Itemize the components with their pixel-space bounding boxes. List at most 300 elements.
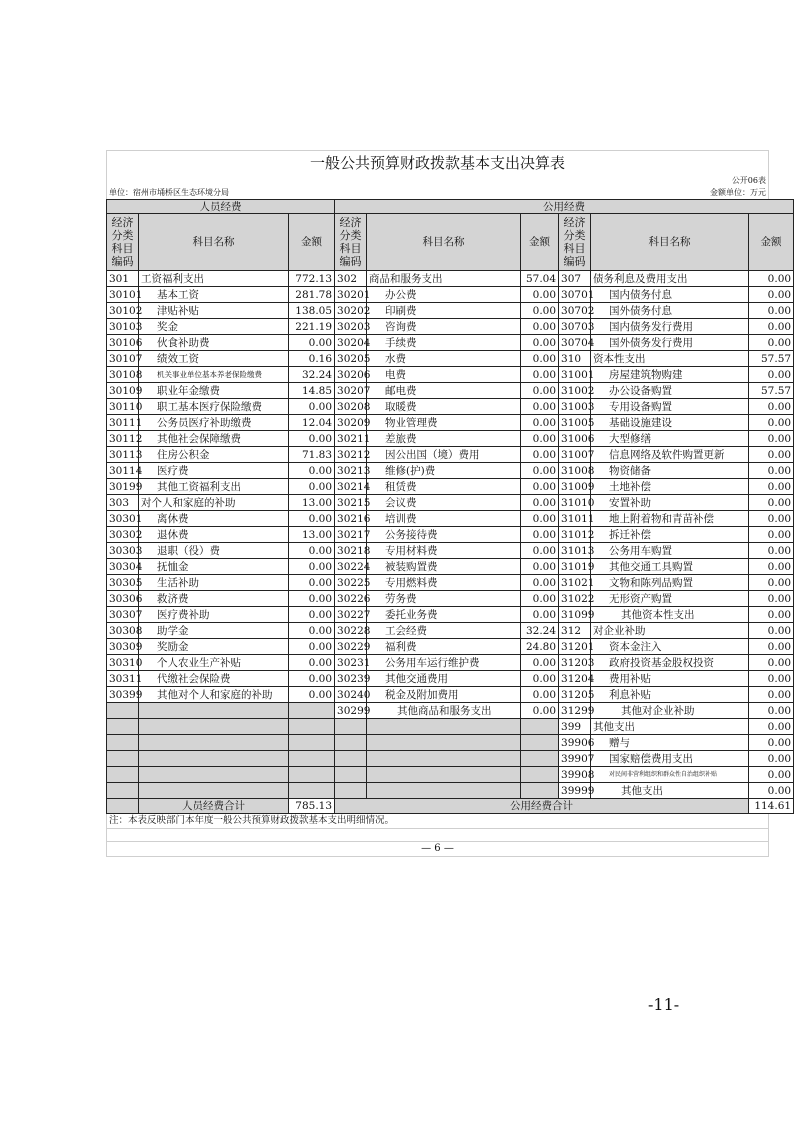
public2-amount-cell: 0.00 bbox=[749, 463, 794, 479]
public-name-cell: 维修(护)费 bbox=[367, 463, 521, 479]
public2-code-cell: 31010 bbox=[559, 495, 591, 511]
public2-amount-cell: 0.00 bbox=[749, 623, 794, 639]
public-name-cell: 劳务费 bbox=[367, 591, 521, 607]
table-row bbox=[107, 479, 794, 495]
public-code-cell: 30202 bbox=[335, 303, 367, 319]
code-header: 经济分类科目编码 bbox=[559, 214, 591, 271]
personnel-amount-cell: 0.00 bbox=[289, 687, 335, 703]
table-row bbox=[107, 559, 794, 575]
personnel-code-cell: 30106 bbox=[107, 335, 139, 351]
public-name-cell: 税金及附加费用 bbox=[367, 687, 521, 703]
public-amount-cell: 0.00 bbox=[521, 543, 559, 559]
public-name-cell: 专用材料费 bbox=[367, 543, 521, 559]
public-name-cell: 邮电费 bbox=[367, 383, 521, 399]
public2-code-cell: 30704 bbox=[559, 335, 591, 351]
public2-amount-cell: 57.57 bbox=[749, 383, 794, 399]
table-row bbox=[107, 783, 794, 799]
public2-amount-cell: 0.00 bbox=[749, 431, 794, 447]
public-name-cell: 取暖费 bbox=[367, 399, 521, 415]
table-code-row bbox=[106, 175, 769, 187]
personnel-amount-cell bbox=[289, 783, 335, 799]
public-name-cell: 其他交通费用 bbox=[367, 671, 521, 687]
personnel-code-cell bbox=[107, 767, 139, 783]
public2-amount-cell: 0.00 bbox=[749, 559, 794, 575]
table-row bbox=[107, 463, 794, 479]
public-amount-cell: 0.00 bbox=[521, 367, 559, 383]
personnel-name-cell: 津贴补贴 bbox=[139, 303, 289, 319]
table-row bbox=[107, 367, 794, 383]
public-code-cell bbox=[335, 751, 367, 767]
personnel-code-cell: 30112 bbox=[107, 431, 139, 447]
public-name-cell bbox=[367, 735, 521, 751]
table-row bbox=[107, 431, 794, 447]
personnel-name-cell: 离休费 bbox=[139, 511, 289, 527]
name-header: 科目名称 bbox=[139, 214, 289, 271]
public-amount-cell: 0.00 bbox=[521, 527, 559, 543]
public2-name-cell: 房屋建筑物购建 bbox=[591, 367, 749, 383]
public-code-cell: 30212 bbox=[335, 447, 367, 463]
public2-code-cell: 31013 bbox=[559, 543, 591, 559]
personnel-amount-cell: 0.00 bbox=[289, 623, 335, 639]
public-code-cell: 30214 bbox=[335, 479, 367, 495]
personnel-code-cell: 30301 bbox=[107, 511, 139, 527]
name-header: 科目名称 bbox=[591, 214, 749, 271]
personnel-amount-cell: 138.05 bbox=[289, 303, 335, 319]
public-code-cell bbox=[335, 719, 367, 735]
public2-name-cell: 信息网络及软件购置更新 bbox=[591, 447, 749, 463]
public-amount-cell bbox=[521, 783, 559, 799]
public2-name-cell: 国外债务发行费用 bbox=[591, 335, 749, 351]
personnel-code-cell: 30108 bbox=[107, 367, 139, 383]
public-amount-cell: 24.80 bbox=[521, 639, 559, 655]
public-code-cell: 30229 bbox=[335, 639, 367, 655]
public2-name-cell: 对企业补助 bbox=[591, 623, 749, 639]
public-name-cell bbox=[367, 767, 521, 783]
public-code-cell: 30206 bbox=[335, 367, 367, 383]
code-header: 经济分类科目编码 bbox=[107, 214, 139, 271]
public2-code-cell: 307 bbox=[559, 271, 591, 287]
code-header: 经济分类科目编码 bbox=[335, 214, 367, 271]
personnel-code-cell bbox=[107, 719, 139, 735]
table-row bbox=[107, 351, 794, 367]
public-amount-cell: 0.00 bbox=[521, 319, 559, 335]
personnel-name-cell bbox=[139, 767, 289, 783]
personnel-code-cell: 30310 bbox=[107, 655, 139, 671]
unit-row bbox=[106, 187, 769, 199]
public2-name-cell: 国内债务付息 bbox=[591, 287, 749, 303]
personnel-name-cell bbox=[139, 735, 289, 751]
public2-amount-cell: 0.00 bbox=[749, 479, 794, 495]
public2-amount-cell: 0.00 bbox=[749, 543, 794, 559]
public-code-cell: 30204 bbox=[335, 335, 367, 351]
personnel-name-cell: 其他工资福利支出 bbox=[139, 479, 289, 495]
personnel-name-cell bbox=[139, 703, 289, 719]
public2-amount-cell: 0.00 bbox=[749, 511, 794, 527]
personnel-code-cell: 30103 bbox=[107, 319, 139, 335]
personnel-code-cell: 30199 bbox=[107, 479, 139, 495]
table-row bbox=[107, 655, 794, 671]
table-row bbox=[107, 623, 794, 639]
personnel-amount-cell: 14.85 bbox=[289, 383, 335, 399]
public2-amount-cell: 0.00 bbox=[749, 335, 794, 351]
personnel-code-cell: 30111 bbox=[107, 415, 139, 431]
public2-code-cell: 31022 bbox=[559, 591, 591, 607]
public-code-cell: 30231 bbox=[335, 655, 367, 671]
table-row bbox=[107, 591, 794, 607]
personnel-code-cell bbox=[107, 735, 139, 751]
public2-amount-cell: 0.00 bbox=[749, 271, 794, 287]
public-section-header: 公用经费 bbox=[335, 200, 794, 214]
public2-amount-cell: 0.00 bbox=[749, 767, 794, 783]
public2-code-cell: 31099 bbox=[559, 607, 591, 623]
personnel-amount-cell: 0.00 bbox=[289, 591, 335, 607]
personnel-amount-cell: 0.00 bbox=[289, 671, 335, 687]
table-row bbox=[107, 447, 794, 463]
public2-code-cell: 310 bbox=[559, 351, 591, 367]
personnel-amount-cell: 71.83 bbox=[289, 447, 335, 463]
public2-name-cell: 其他支出 bbox=[591, 719, 749, 735]
public2-amount-cell: 0.00 bbox=[749, 607, 794, 623]
personnel-code-cell: 30110 bbox=[107, 399, 139, 415]
personnel-name-cell: 职业年金缴费 bbox=[139, 383, 289, 399]
public-amount-cell: 0.00 bbox=[521, 575, 559, 591]
personnel-code-cell: 30114 bbox=[107, 463, 139, 479]
public2-code-cell: 31008 bbox=[559, 463, 591, 479]
public-amount-cell: 0.00 bbox=[521, 463, 559, 479]
personnel-code-cell: 303 bbox=[107, 495, 139, 511]
personnel-name-cell: 奖金 bbox=[139, 319, 289, 335]
personnel-section-header: 人员经费 bbox=[107, 200, 335, 214]
public2-name-cell: 办公设备购置 bbox=[591, 383, 749, 399]
public-amount-cell: 0.00 bbox=[521, 383, 559, 399]
public-name-cell: 公务接待费 bbox=[367, 527, 521, 543]
public-name-cell: 印刷费 bbox=[367, 303, 521, 319]
personnel-name-cell: 退休费 bbox=[139, 527, 289, 543]
personnel-amount-cell: 0.00 bbox=[289, 335, 335, 351]
table-row bbox=[107, 319, 794, 335]
public-name-cell: 会议费 bbox=[367, 495, 521, 511]
personnel-amount-cell: 0.16 bbox=[289, 351, 335, 367]
public2-code-cell: 31001 bbox=[559, 367, 591, 383]
personnel-code-cell bbox=[107, 751, 139, 767]
public-amount-cell: 57.04 bbox=[521, 271, 559, 287]
public2-amount-cell: 0.00 bbox=[749, 303, 794, 319]
table-row bbox=[107, 575, 794, 591]
public2-name-cell: 安置补助 bbox=[591, 495, 749, 511]
personnel-code-cell: 30306 bbox=[107, 591, 139, 607]
personnel-code-cell: 30305 bbox=[107, 575, 139, 591]
public2-code-cell: 31299 bbox=[559, 703, 591, 719]
public-amount-cell: 0.00 bbox=[521, 591, 559, 607]
public2-code-cell: 31003 bbox=[559, 399, 591, 415]
personnel-name-cell: 个人农业生产补贴 bbox=[139, 655, 289, 671]
public-code-cell: 30239 bbox=[335, 671, 367, 687]
public2-amount-cell: 0.00 bbox=[749, 447, 794, 463]
public-amount-cell: 0.00 bbox=[521, 671, 559, 687]
personnel-name-cell bbox=[139, 751, 289, 767]
table-code: 公开06表 bbox=[731, 176, 766, 185]
public-amount-cell: 0.00 bbox=[521, 479, 559, 495]
budget-sheet bbox=[106, 150, 792, 857]
public2-name-cell: 资本性支出 bbox=[591, 351, 749, 367]
personnel-name-cell: 代缴社会保险费 bbox=[139, 671, 289, 687]
table-row bbox=[107, 399, 794, 415]
public-code-cell: 30205 bbox=[335, 351, 367, 367]
public-name-cell: 公务用车运行维护费 bbox=[367, 655, 521, 671]
public2-name-cell: 土地补偿 bbox=[591, 479, 749, 495]
personnel-amount-cell: 12.04 bbox=[289, 415, 335, 431]
personnel-code-cell: 301 bbox=[107, 271, 139, 287]
public2-amount-cell: 0.00 bbox=[749, 399, 794, 415]
public2-name-cell: 地上附着物和青苗补偿 bbox=[591, 511, 749, 527]
public-amount-cell: 0.00 bbox=[521, 335, 559, 351]
public2-code-cell: 31009 bbox=[559, 479, 591, 495]
public2-code-cell: 31204 bbox=[559, 671, 591, 687]
personnel-name-cell: 公务员医疗补助缴费 bbox=[139, 415, 289, 431]
public2-amount-cell: 0.00 bbox=[749, 575, 794, 591]
personnel-total-label: 人员经费合计 bbox=[139, 799, 289, 814]
public2-name-cell: 拆迁补偿 bbox=[591, 527, 749, 543]
public-name-cell: 租赁费 bbox=[367, 479, 521, 495]
public2-name-cell: 基础设施建设 bbox=[591, 415, 749, 431]
name-header: 科目名称 bbox=[367, 214, 521, 271]
public-code-cell: 30213 bbox=[335, 463, 367, 479]
table-row bbox=[107, 271, 794, 287]
personnel-amount-cell: 281.78 bbox=[289, 287, 335, 303]
public-total-label: 公用经费合计 bbox=[335, 799, 749, 814]
personnel-amount-cell: 0.00 bbox=[289, 463, 335, 479]
inner-page-number: — 6 — bbox=[106, 842, 769, 857]
table-note: 注：本表反映部门本年度一般公共预算财政拨款基本支出明细情况。 bbox=[106, 814, 769, 829]
amount-header: 金额 bbox=[749, 214, 794, 271]
table-row bbox=[107, 511, 794, 527]
personnel-name-cell: 住房公积金 bbox=[139, 447, 289, 463]
table-row bbox=[107, 383, 794, 399]
public2-name-cell: 国内债务发行费用 bbox=[591, 319, 749, 335]
public2-code-cell: 39908 bbox=[559, 767, 591, 783]
personnel-total-value: 785.13 bbox=[289, 799, 335, 814]
personnel-name-cell: 对个人和家庭的补助 bbox=[139, 495, 289, 511]
public-amount-cell: 0.00 bbox=[521, 511, 559, 527]
personnel-amount-cell: 0.00 bbox=[289, 511, 335, 527]
public-name-cell: 商品和服务支出 bbox=[367, 271, 521, 287]
table-row bbox=[107, 303, 794, 319]
personnel-amount-cell: 0.00 bbox=[289, 639, 335, 655]
personnel-code-cell bbox=[107, 703, 139, 719]
public2-amount-cell: 0.00 bbox=[749, 719, 794, 735]
public-amount-cell: 0.00 bbox=[521, 703, 559, 719]
public2-code-cell: 31019 bbox=[559, 559, 591, 575]
public-name-cell: 被装购置费 bbox=[367, 559, 521, 575]
public-code-cell: 30240 bbox=[335, 687, 367, 703]
public2-amount-cell: 57.57 bbox=[749, 351, 794, 367]
personnel-amount-cell: 32.24 bbox=[289, 367, 335, 383]
public2-code-cell: 31205 bbox=[559, 687, 591, 703]
public2-amount-cell: 0.00 bbox=[749, 703, 794, 719]
public-name-cell: 手续费 bbox=[367, 335, 521, 351]
public-amount-cell: 0.00 bbox=[521, 399, 559, 415]
public-code-cell: 30203 bbox=[335, 319, 367, 335]
public-code-cell: 30216 bbox=[335, 511, 367, 527]
public2-code-cell: 31002 bbox=[559, 383, 591, 399]
personnel-name-cell: 医疗费补助 bbox=[139, 607, 289, 623]
personnel-amount-cell: 772.13 bbox=[289, 271, 335, 287]
table-row bbox=[107, 687, 794, 703]
personnel-name-cell: 救济费 bbox=[139, 591, 289, 607]
personnel-code-cell: 30113 bbox=[107, 447, 139, 463]
public2-name-cell: 文物和陈列品购置 bbox=[591, 575, 749, 591]
public2-name-cell: 债务利息及费用支出 bbox=[591, 271, 749, 287]
table-row bbox=[107, 751, 794, 767]
public-name-cell: 水费 bbox=[367, 351, 521, 367]
public2-name-cell: 其他支出 bbox=[591, 783, 749, 799]
table-row bbox=[107, 719, 794, 735]
public-name-cell: 物业管理费 bbox=[367, 415, 521, 431]
personnel-name-cell: 基本工资 bbox=[139, 287, 289, 303]
public2-amount-cell: 0.00 bbox=[749, 639, 794, 655]
amount-header: 金额 bbox=[289, 214, 335, 271]
public-name-cell: 其他商品和服务支出 bbox=[367, 703, 521, 719]
personnel-amount-cell: 0.00 bbox=[289, 543, 335, 559]
public2-name-cell: 公务用车购置 bbox=[591, 543, 749, 559]
personnel-amount-cell bbox=[289, 767, 335, 783]
section-header-row bbox=[107, 200, 794, 214]
personnel-amount-cell bbox=[289, 703, 335, 719]
personnel-name-cell bbox=[139, 783, 289, 799]
blank-row bbox=[106, 829, 769, 842]
public-name-cell: 电费 bbox=[367, 367, 521, 383]
personnel-name-cell: 其他社会保障缴费 bbox=[139, 431, 289, 447]
public-code-cell: 30208 bbox=[335, 399, 367, 415]
public2-amount-cell: 0.00 bbox=[749, 655, 794, 671]
personnel-code-cell: 30399 bbox=[107, 687, 139, 703]
public2-name-cell: 其他资本性支出 bbox=[591, 607, 749, 623]
public-amount-cell: 0.00 bbox=[521, 351, 559, 367]
public2-amount-cell: 0.00 bbox=[749, 527, 794, 543]
personnel-code-cell: 30308 bbox=[107, 623, 139, 639]
public-name-cell bbox=[367, 783, 521, 799]
expenditure-table bbox=[106, 199, 794, 814]
public-code-cell bbox=[335, 735, 367, 751]
public2-amount-cell: 0.00 bbox=[749, 319, 794, 335]
public2-amount-cell: 0.00 bbox=[749, 735, 794, 751]
personnel-code-cell: 30307 bbox=[107, 607, 139, 623]
public2-code-cell: 39906 bbox=[559, 735, 591, 751]
public2-name-cell: 无形资产购置 bbox=[591, 591, 749, 607]
page-number: -11- bbox=[648, 995, 680, 1014]
public-name-cell: 办公费 bbox=[367, 287, 521, 303]
personnel-amount-cell bbox=[289, 751, 335, 767]
public-code-cell: 30207 bbox=[335, 383, 367, 399]
public-amount-cell: 0.00 bbox=[521, 559, 559, 575]
public-amount-cell: 0.00 bbox=[521, 287, 559, 303]
personnel-code-cell: 30311 bbox=[107, 671, 139, 687]
public2-name-cell: 物资储备 bbox=[591, 463, 749, 479]
public-amount-cell bbox=[521, 751, 559, 767]
personnel-name-cell: 医疗费 bbox=[139, 463, 289, 479]
public-code-cell: 302 bbox=[335, 271, 367, 287]
public2-code-cell: 31021 bbox=[559, 575, 591, 591]
public-code-cell: 30228 bbox=[335, 623, 367, 639]
personnel-name-cell bbox=[139, 719, 289, 735]
public-amount-cell bbox=[521, 719, 559, 735]
public2-code-cell: 30703 bbox=[559, 319, 591, 335]
public-name-cell: 委托业务费 bbox=[367, 607, 521, 623]
public2-code-cell: 31007 bbox=[559, 447, 591, 463]
public2-amount-cell: 0.00 bbox=[749, 287, 794, 303]
personnel-amount-cell: 0.00 bbox=[289, 479, 335, 495]
personnel-name-cell: 工资福利支出 bbox=[139, 271, 289, 287]
public-amount-cell: 0.00 bbox=[521, 431, 559, 447]
table-row bbox=[107, 671, 794, 687]
public2-amount-cell: 0.00 bbox=[749, 751, 794, 767]
public-code-cell: 30218 bbox=[335, 543, 367, 559]
public-amount-cell: 0.00 bbox=[521, 655, 559, 671]
public-amount-cell: 0.00 bbox=[521, 687, 559, 703]
table-body bbox=[107, 271, 794, 799]
public2-name-cell: 资本金注入 bbox=[591, 639, 749, 655]
public2-name-cell: 赠与 bbox=[591, 735, 749, 751]
table-row bbox=[107, 767, 794, 783]
personnel-name-cell: 退职（役）费 bbox=[139, 543, 289, 559]
public2-amount-cell: 0.00 bbox=[749, 367, 794, 383]
public2-code-cell: 31201 bbox=[559, 639, 591, 655]
personnel-code-cell: 30109 bbox=[107, 383, 139, 399]
table-row bbox=[107, 735, 794, 751]
personnel-code-cell: 30302 bbox=[107, 527, 139, 543]
public2-name-cell: 对民间非营利组织和群众性自治组织补贴 bbox=[591, 767, 749, 783]
public-amount-cell: 0.00 bbox=[521, 447, 559, 463]
public-code-cell: 30225 bbox=[335, 575, 367, 591]
public2-code-cell: 39999 bbox=[559, 783, 591, 799]
table-row bbox=[107, 335, 794, 351]
public-code-cell bbox=[335, 767, 367, 783]
personnel-amount-cell: 13.00 bbox=[289, 527, 335, 543]
public-total-value: 114.61 bbox=[749, 799, 794, 814]
column-header-row bbox=[107, 214, 794, 271]
public-amount-cell: 0.00 bbox=[521, 303, 559, 319]
personnel-amount-cell: 221.19 bbox=[289, 319, 335, 335]
personnel-name-cell: 伙食补助费 bbox=[139, 335, 289, 351]
totals-row bbox=[107, 799, 794, 814]
public-code-cell: 30201 bbox=[335, 287, 367, 303]
public2-name-cell: 费用补贴 bbox=[591, 671, 749, 687]
personnel-name-cell: 其他对个人和家庭的补助 bbox=[139, 687, 289, 703]
public2-name-cell: 其他交通工具购置 bbox=[591, 559, 749, 575]
personnel-amount-cell: 0.00 bbox=[289, 575, 335, 591]
public2-name-cell: 其他对企业补助 bbox=[591, 703, 749, 719]
personnel-name-cell: 抚恤金 bbox=[139, 559, 289, 575]
personnel-name-cell: 奖励金 bbox=[139, 639, 289, 655]
public2-code-cell: 30702 bbox=[559, 303, 591, 319]
public-amount-cell: 0.00 bbox=[521, 495, 559, 511]
personnel-amount-cell: 0.00 bbox=[289, 399, 335, 415]
table-row bbox=[107, 639, 794, 655]
personnel-code-cell: 30102 bbox=[107, 303, 139, 319]
public2-code-cell: 39907 bbox=[559, 751, 591, 767]
public2-name-cell: 专用设备购置 bbox=[591, 399, 749, 415]
table-row bbox=[107, 543, 794, 559]
personnel-code-cell: 30309 bbox=[107, 639, 139, 655]
public2-name-cell: 大型修缮 bbox=[591, 431, 749, 447]
personnel-amount-cell: 0.00 bbox=[289, 431, 335, 447]
public2-amount-cell: 0.00 bbox=[749, 415, 794, 431]
public2-code-cell: 30701 bbox=[559, 287, 591, 303]
public-name-cell: 因公出国（境）费用 bbox=[367, 447, 521, 463]
public2-name-cell: 利息补贴 bbox=[591, 687, 749, 703]
amount-unit-label: 金额单位：万元 bbox=[710, 188, 766, 197]
amount-header: 金额 bbox=[521, 214, 559, 271]
